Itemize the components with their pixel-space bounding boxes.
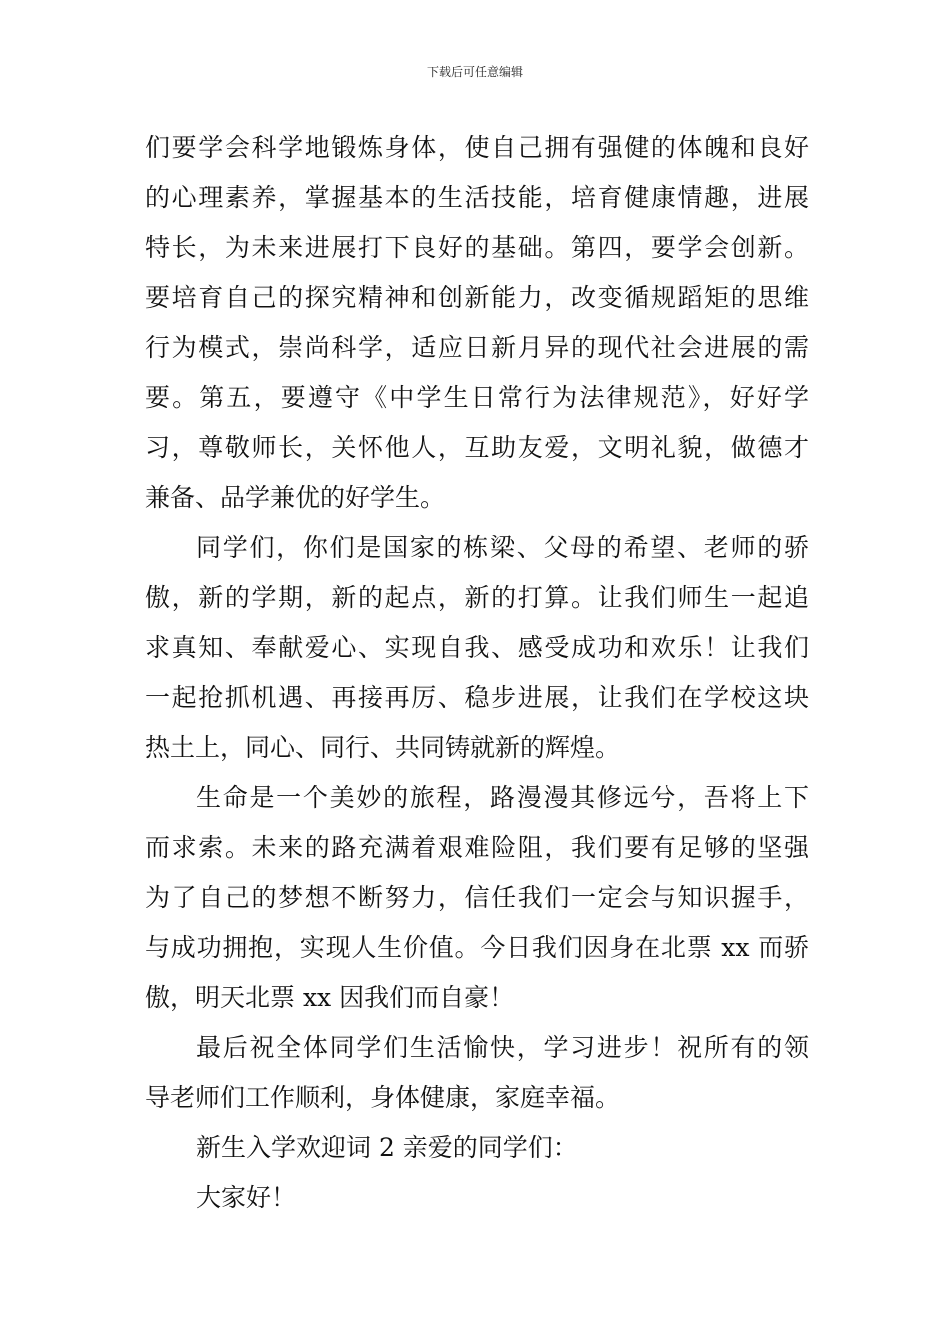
text-line: 为了自己的梦想不断努力，信任我们一定会与知识握手， [145,883,809,912]
text-line: 特长，为未来进展打下良好的基础。第四，要学会创新。 [145,233,809,262]
text-line: 大家好！ [196,1183,297,1212]
page-header-note: 下载后可任意编辑 [426,65,523,79]
text-line: 热土上，同心、同行、共同铸就新的辉煌。 [145,733,621,762]
text-line: 同学们，你们是国家的栋梁、父母的希望、老师的骄 [196,533,809,562]
text-line: 生命是一个美妙的旅程，路漫漫其修远兮，吾将上下 [196,783,809,812]
text-line: 傲，明天北票 xx 因我们而自豪！ [145,983,515,1012]
text-line: 导老师们工作顺利，身体健康，家庭幸福。 [145,1083,621,1112]
text-line: 的心理素养，掌握基本的生活技能，培育健康情趣，进展 [145,183,809,212]
document-body [145,123,809,1223]
text-line: 们要学会科学地锻炼身体，使自己拥有强健的体魄和良好 [145,133,809,162]
text-line: 要。第五，要遵守《中学生日常行为法律规范》，好好学 [145,383,809,412]
text-line: 行为模式，崇尚科学，适应日新月异的现代社会进展的需 [145,333,809,362]
text-line: 傲，新的学期，新的起点，新的打算。让我们师生一起追 [145,583,809,612]
text-line: 要培育自己的探究精神和创新能力，改变循规蹈矩的思维 [145,283,809,312]
text-line: 新生入学欢迎词 2 亲爱的同学们： [196,1133,578,1162]
text-line: 一起抢抓机遇、再接再厉、稳步进展，让我们在学校这块 [145,683,809,712]
text-line: 最后祝全体同学们生活愉快，学习进步！祝所有的领 [196,1033,809,1062]
text-line: 求真知、奉献爱心、实现自我、感受成功和欢乐！让我们 [145,633,809,662]
text-line: 兼备、品学兼优的好学生。 [145,483,446,512]
text-line: 习，尊敬师长，关怀他人，互助友爱，文明礼貌，做德才 [145,433,809,462]
text-line: 而求索。未来的路充满着艰难险阻，我们要有足够的坚强 [145,833,809,862]
text-line: 与成功拥抱，实现人生价值。今日我们因身在北票 xx 而骄 [145,933,809,962]
